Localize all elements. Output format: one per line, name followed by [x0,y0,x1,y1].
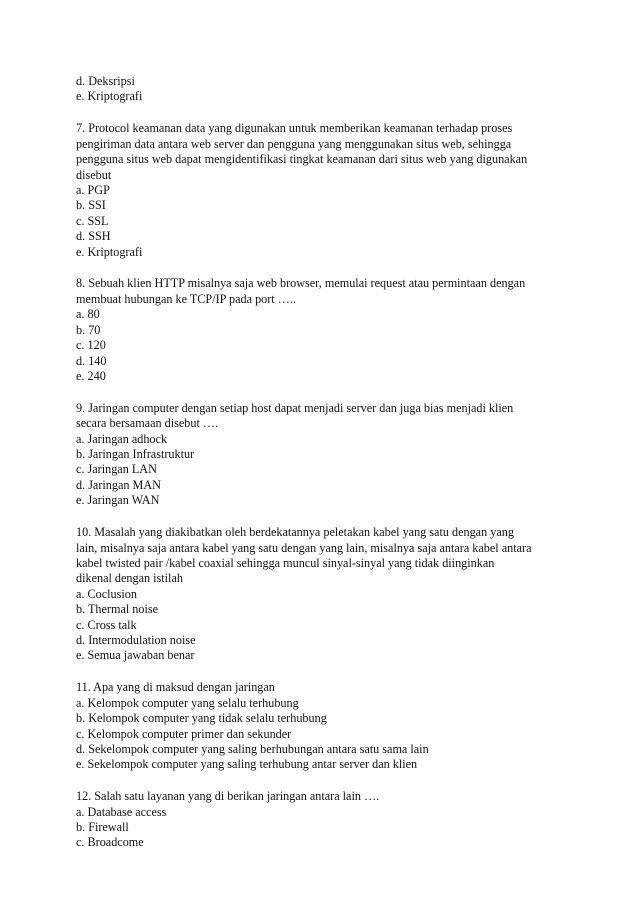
question-text-line: disebut [76,167,112,182]
answer-option: d. Intermodulation noise [76,633,196,647]
answer-option: b. Firewall [76,820,129,835]
answer-option: e. Jaringan WAN [76,493,160,508]
answer-option: b. Kelompok computer yang tidak selalu terhubung [76,711,327,726]
answer-option: d. Jaringan MAN [76,477,161,492]
question-text-line: 12. Salah satu layanan yang di berikan jaringan antara lain …. [76,789,380,804]
answer-option: c. Jaringan LAN [76,462,157,477]
answer-option: a. PGP [76,182,110,197]
question-text-line: 8. Sebuah klien HTTP misalnya saja web browser, memulai request atau permintaan dengan [76,276,526,291]
answer-option: c. Kelompok computer primer dan sekunder [76,726,292,741]
document-content [76,74,576,851]
question-text-line: 7. Protocol keamanan data yang digunakan untuk memberikan keamanan terhadap proses [76,121,513,136]
question-text-line: 9. Jaringan computer dengan setiap host dapat menjadi server dan juga bias menjadi klien [76,400,514,415]
answer-option: d. SSH [76,229,111,244]
answer-option: c. Broadcome [76,835,144,850]
continued-options [76,74,576,105]
question-text-line: pengiriman data antara web server dan pengguna yang menggunakan situs web, sehingga [76,136,512,151]
question-12 [76,789,576,851]
question-text-line: 10. Masalah yang diakibatkan oleh berdekatannya peletakan kabel yang satu dengan yang [76,525,514,540]
answer-option: e. Semua jawaban benar [76,648,195,663]
answer-option: e. Sekelompok computer yang saling terhubung antar server dan klien [76,757,418,772]
question-text-line: dikenal dengan istilah [76,571,183,586]
answer-option: c. SSL [76,213,109,228]
answer-option: b. Thermal noise [76,602,159,617]
question-text-line: lain, misalnya saja antara kabel yang satu dengan yang lain, misalnya saja antara kabel antara [76,540,532,555]
answer-option: b. SSI [76,198,106,213]
answer-option: a. Database access [76,804,167,819]
answer-option: a. Kelompok computer yang selalu terhubung [76,695,299,710]
question-8 [76,276,576,384]
answer-option: a. Jaringan adhock [76,431,168,446]
question-7 [76,121,576,260]
answer-option: d. 140 [76,353,107,368]
question-11 [76,680,576,772]
option-e: e. Kriptografi [76,89,143,104]
answer-option: a. Coclusion [76,586,137,601]
answer-option: d. Sekelompok computer yang saling berhubungan antara satu sama lain [76,741,429,756]
question-text-line: secara bersamaan disebut …. [76,416,219,431]
answer-option: e. Kriptografi [76,244,143,259]
answer-option: c. 120 [76,338,106,353]
answer-option: b. Jaringan Infrastruktur [76,447,195,462]
answer-option: b. 70 [76,322,101,337]
answer-option: e. 240 [76,368,106,383]
answer-option: a. 80 [76,307,100,322]
question-text-line: pengguna situs web dapat mengidentifikasi tingkat keamanan dari situs web yang digunakan [76,152,528,167]
question-text-line: kabel twisted pair /kabel coaxial sehingga muncul sinyal-sinyal yang tidak diinginkan [76,555,495,570]
question-text-line: membuat hubungan ke TCP/IP pada port ….. [76,291,297,306]
question-10 [76,525,576,664]
question-text-line: 11. Apa yang di maksud dengan jaringan [76,680,275,695]
answer-option: c. Cross talk [76,617,137,632]
question-9 [76,401,576,509]
option-d: d. Deksripsi [76,74,135,88]
